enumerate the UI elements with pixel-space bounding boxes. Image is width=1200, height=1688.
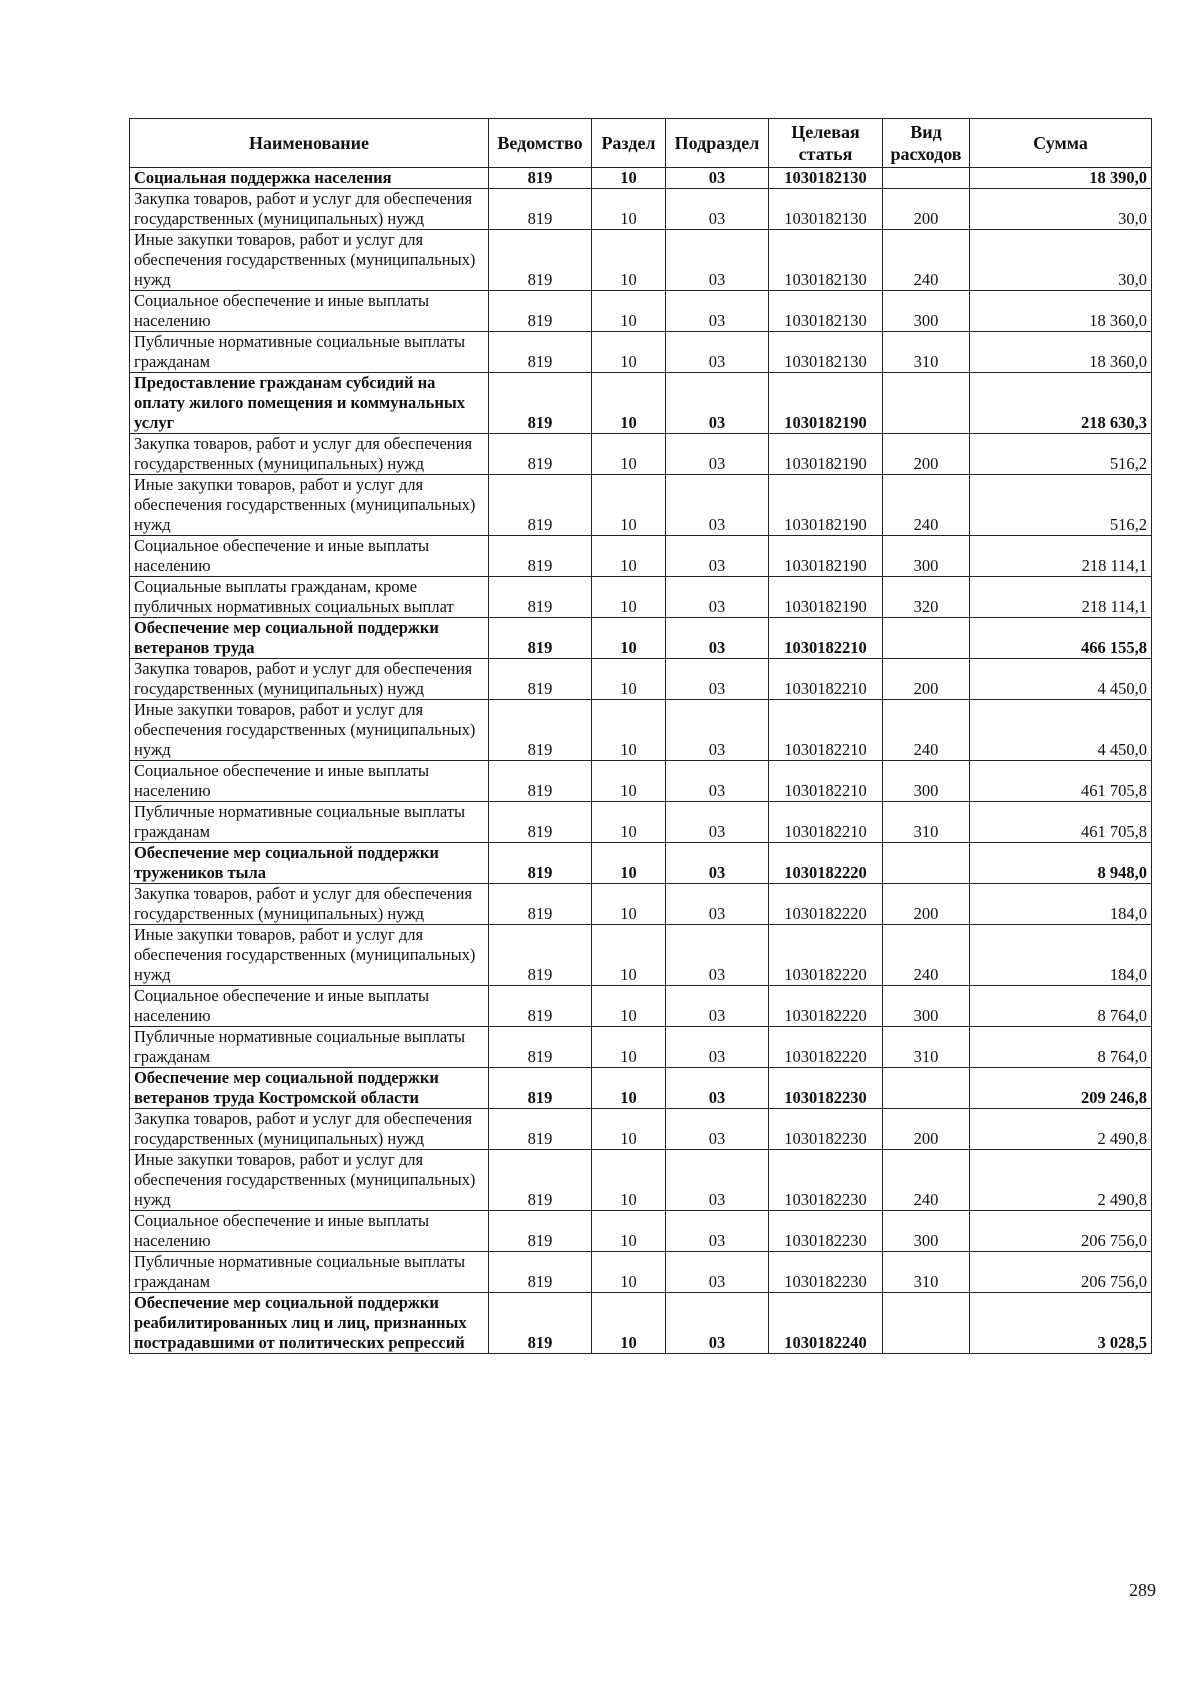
cell-dept: 819 bbox=[489, 1027, 592, 1068]
cell-section: 10 bbox=[592, 986, 666, 1027]
cell-kind: 240 bbox=[883, 475, 970, 536]
cell-name: Иные закупки товаров, работ и услуг для обеспечения государственных (муниципальных) нужд bbox=[130, 475, 489, 536]
cell-section: 10 bbox=[592, 291, 666, 332]
cell-name: Обеспечение мер социальной поддержки ветеранов труда Костромской области bbox=[130, 1068, 489, 1109]
cell-target: 1030182190 bbox=[769, 434, 883, 475]
cell-sum: 18 360,0 bbox=[970, 332, 1152, 373]
cell-name: Публичные нормативные социальные выплаты гражданам bbox=[130, 332, 489, 373]
cell-target: 1030182190 bbox=[769, 536, 883, 577]
table-row bbox=[130, 700, 1152, 761]
cell-sum: 2 490,8 bbox=[970, 1150, 1152, 1211]
cell-kind: 300 bbox=[883, 761, 970, 802]
cell-subsection: 03 bbox=[666, 1293, 769, 1354]
cell-sum: 218 114,1 bbox=[970, 536, 1152, 577]
cell-dept: 819 bbox=[489, 986, 592, 1027]
cell-sum: 8 764,0 bbox=[970, 986, 1152, 1027]
table-body bbox=[130, 168, 1152, 1354]
cell-section: 10 bbox=[592, 1252, 666, 1293]
cell-target: 1030182230 bbox=[769, 1068, 883, 1109]
cell-target: 1030182130 bbox=[769, 291, 883, 332]
table-row bbox=[130, 986, 1152, 1027]
cell-sum: 218 630,3 bbox=[970, 373, 1152, 434]
cell-dept: 819 bbox=[489, 1252, 592, 1293]
cell-sum: 18 390,0 bbox=[970, 168, 1152, 189]
cell-dept: 819 bbox=[489, 802, 592, 843]
table-row bbox=[130, 332, 1152, 373]
cell-dept: 819 bbox=[489, 536, 592, 577]
cell-section: 10 bbox=[592, 434, 666, 475]
cell-dept: 819 bbox=[489, 189, 592, 230]
cell-kind bbox=[883, 1293, 970, 1354]
table-row bbox=[130, 230, 1152, 291]
cell-section: 10 bbox=[592, 700, 666, 761]
cell-kind: 200 bbox=[883, 659, 970, 700]
cell-sum: 184,0 bbox=[970, 925, 1152, 986]
cell-sum: 3 028,5 bbox=[970, 1293, 1152, 1354]
cell-name: Публичные нормативные социальные выплаты гражданам bbox=[130, 1252, 489, 1293]
cell-sum: 4 450,0 bbox=[970, 700, 1152, 761]
budget-table bbox=[129, 118, 1152, 1354]
cell-name: Социальное обеспечение и иные выплаты населению bbox=[130, 761, 489, 802]
cell-subsection: 03 bbox=[666, 230, 769, 291]
cell-target: 1030182130 bbox=[769, 189, 883, 230]
table-row bbox=[130, 1252, 1152, 1293]
cell-name: Социальная поддержка населения bbox=[130, 168, 489, 189]
cell-subsection: 03 bbox=[666, 1027, 769, 1068]
cell-section: 10 bbox=[592, 536, 666, 577]
cell-dept: 819 bbox=[489, 618, 592, 659]
header-dept: Ведомство bbox=[489, 119, 592, 168]
table-row bbox=[130, 884, 1152, 925]
cell-kind bbox=[883, 1068, 970, 1109]
cell-sum: 18 360,0 bbox=[970, 291, 1152, 332]
cell-target: 1030182230 bbox=[769, 1252, 883, 1293]
cell-subsection: 03 bbox=[666, 986, 769, 1027]
cell-subsection: 03 bbox=[666, 1150, 769, 1211]
cell-section: 10 bbox=[592, 1027, 666, 1068]
cell-name: Иные закупки товаров, работ и услуг для обеспечения государственных (муниципальных) нужд bbox=[130, 230, 489, 291]
cell-target: 1030182220 bbox=[769, 884, 883, 925]
cell-name: Социальное обеспечение и иные выплаты населению bbox=[130, 536, 489, 577]
cell-target: 1030182210 bbox=[769, 802, 883, 843]
cell-section: 10 bbox=[592, 189, 666, 230]
cell-subsection: 03 bbox=[666, 1252, 769, 1293]
table-row bbox=[130, 659, 1152, 700]
cell-sum: 8 948,0 bbox=[970, 843, 1152, 884]
cell-subsection: 03 bbox=[666, 659, 769, 700]
table-row bbox=[130, 168, 1152, 189]
cell-dept: 819 bbox=[489, 291, 592, 332]
cell-kind: 300 bbox=[883, 986, 970, 1027]
cell-section: 10 bbox=[592, 802, 666, 843]
table-row bbox=[130, 1027, 1152, 1068]
cell-kind bbox=[883, 843, 970, 884]
cell-name: Обеспечение мер социальной поддержки тружеников тыла bbox=[130, 843, 489, 884]
cell-target: 1030182210 bbox=[769, 700, 883, 761]
header-section: Раздел bbox=[592, 119, 666, 168]
cell-name: Закупка товаров, работ и услуг для обеспечения государственных (муниципальных) нужд bbox=[130, 189, 489, 230]
cell-target: 1030182220 bbox=[769, 1027, 883, 1068]
cell-target: 1030182210 bbox=[769, 761, 883, 802]
cell-subsection: 03 bbox=[666, 475, 769, 536]
cell-dept: 819 bbox=[489, 1150, 592, 1211]
cell-subsection: 03 bbox=[666, 618, 769, 659]
cell-subsection: 03 bbox=[666, 189, 769, 230]
cell-name: Обеспечение мер социальной поддержки реабилитированных лиц и лиц, признанных пострадавшими от политических репрессий bbox=[130, 1293, 489, 1354]
cell-name: Закупка товаров, работ и услуг для обеспечения государственных (муниципальных) нужд bbox=[130, 434, 489, 475]
cell-subsection: 03 bbox=[666, 884, 769, 925]
cell-target: 1030182190 bbox=[769, 577, 883, 618]
cell-name: Социальные выплаты гражданам, кроме публичных нормативных социальных выплат bbox=[130, 577, 489, 618]
cell-name: Иные закупки товаров, работ и услуг для обеспечения государственных (муниципальных) нужд bbox=[130, 925, 489, 986]
cell-subsection: 03 bbox=[666, 332, 769, 373]
table-row bbox=[130, 373, 1152, 434]
table-row bbox=[130, 434, 1152, 475]
cell-section: 10 bbox=[592, 1211, 666, 1252]
cell-subsection: 03 bbox=[666, 373, 769, 434]
cell-subsection: 03 bbox=[666, 536, 769, 577]
cell-subsection: 03 bbox=[666, 802, 769, 843]
cell-target: 1030182230 bbox=[769, 1211, 883, 1252]
cell-target: 1030182220 bbox=[769, 843, 883, 884]
cell-target: 1030182210 bbox=[769, 618, 883, 659]
cell-kind: 300 bbox=[883, 291, 970, 332]
header-sum: Сумма bbox=[970, 119, 1152, 168]
cell-dept: 819 bbox=[489, 1109, 592, 1150]
cell-section: 10 bbox=[592, 1068, 666, 1109]
page-number: 289 bbox=[1129, 1580, 1156, 1600]
cell-sum: 30,0 bbox=[970, 189, 1152, 230]
cell-section: 10 bbox=[592, 1150, 666, 1211]
cell-name: Социальное обеспечение и иные выплаты населению bbox=[130, 1211, 489, 1252]
cell-dept: 819 bbox=[489, 659, 592, 700]
cell-section: 10 bbox=[592, 884, 666, 925]
cell-kind: 240 bbox=[883, 925, 970, 986]
table-row bbox=[130, 761, 1152, 802]
cell-sum: 516,2 bbox=[970, 475, 1152, 536]
cell-dept: 819 bbox=[489, 1293, 592, 1354]
cell-section: 10 bbox=[592, 230, 666, 291]
cell-sum: 2 490,8 bbox=[970, 1109, 1152, 1150]
table-row bbox=[130, 475, 1152, 536]
cell-sum: 8 764,0 bbox=[970, 1027, 1152, 1068]
cell-name: Иные закупки товаров, работ и услуг для обеспечения государственных (муниципальных) нужд bbox=[130, 700, 489, 761]
cell-name: Обеспечение мер социальной поддержки ветеранов труда bbox=[130, 618, 489, 659]
cell-target: 1030182230 bbox=[769, 1150, 883, 1211]
cell-kind: 300 bbox=[883, 1211, 970, 1252]
cell-dept: 819 bbox=[489, 761, 592, 802]
cell-kind bbox=[883, 618, 970, 659]
cell-subsection: 03 bbox=[666, 700, 769, 761]
cell-section: 10 bbox=[592, 1293, 666, 1354]
cell-subsection: 03 bbox=[666, 1211, 769, 1252]
table-row bbox=[130, 291, 1152, 332]
cell-section: 10 bbox=[592, 618, 666, 659]
cell-name: Иные закупки товаров, работ и услуг для обеспечения государственных (муниципальных) нужд bbox=[130, 1150, 489, 1211]
table-row bbox=[130, 1211, 1152, 1252]
cell-sum: 206 756,0 bbox=[970, 1211, 1152, 1252]
cell-sum: 218 114,1 bbox=[970, 577, 1152, 618]
cell-sum: 206 756,0 bbox=[970, 1252, 1152, 1293]
cell-target: 1030182130 bbox=[769, 230, 883, 291]
cell-subsection: 03 bbox=[666, 761, 769, 802]
cell-dept: 819 bbox=[489, 577, 592, 618]
cell-kind: 320 bbox=[883, 577, 970, 618]
cell-section: 10 bbox=[592, 761, 666, 802]
cell-name: Предоставление гражданам субсидий на оплату жилого помещения и коммунальных услуг bbox=[130, 373, 489, 434]
cell-dept: 819 bbox=[489, 230, 592, 291]
cell-kind: 240 bbox=[883, 230, 970, 291]
cell-sum: 4 450,0 bbox=[970, 659, 1152, 700]
cell-dept: 819 bbox=[489, 373, 592, 434]
table-row bbox=[130, 536, 1152, 577]
table-row bbox=[130, 802, 1152, 843]
cell-sum: 461 705,8 bbox=[970, 802, 1152, 843]
table-row bbox=[130, 925, 1152, 986]
cell-kind: 240 bbox=[883, 700, 970, 761]
cell-dept: 819 bbox=[489, 1068, 592, 1109]
cell-kind: 310 bbox=[883, 1027, 970, 1068]
table-row bbox=[130, 577, 1152, 618]
cell-name: Закупка товаров, работ и услуг для обеспечения государственных (муниципальных) нужд bbox=[130, 659, 489, 700]
header-kind: Вид расходов bbox=[883, 119, 970, 168]
cell-kind: 200 bbox=[883, 1109, 970, 1150]
cell-subsection: 03 bbox=[666, 1109, 769, 1150]
cell-name: Публичные нормативные социальные выплаты гражданам bbox=[130, 1027, 489, 1068]
cell-target: 1030182230 bbox=[769, 1109, 883, 1150]
cell-target: 1030182210 bbox=[769, 659, 883, 700]
table-row bbox=[130, 1150, 1152, 1211]
cell-subsection: 03 bbox=[666, 291, 769, 332]
cell-subsection: 03 bbox=[666, 434, 769, 475]
header-subsection: Подраздел bbox=[666, 119, 769, 168]
cell-kind: 200 bbox=[883, 189, 970, 230]
cell-kind: 240 bbox=[883, 1150, 970, 1211]
table-row bbox=[130, 1068, 1152, 1109]
cell-name: Закупка товаров, работ и услуг для обеспечения государственных (муниципальных) нужд bbox=[130, 884, 489, 925]
cell-sum: 209 246,8 bbox=[970, 1068, 1152, 1109]
cell-section: 10 bbox=[592, 475, 666, 536]
table-row bbox=[130, 1293, 1152, 1354]
cell-section: 10 bbox=[592, 659, 666, 700]
cell-subsection: 03 bbox=[666, 843, 769, 884]
cell-kind: 200 bbox=[883, 434, 970, 475]
cell-section: 10 bbox=[592, 1109, 666, 1150]
cell-dept: 819 bbox=[489, 884, 592, 925]
cell-name: Социальное обеспечение и иные выплаты населению bbox=[130, 986, 489, 1027]
table-row bbox=[130, 189, 1152, 230]
table-row bbox=[130, 843, 1152, 884]
table-row bbox=[130, 618, 1152, 659]
cell-sum: 516,2 bbox=[970, 434, 1152, 475]
cell-kind: 310 bbox=[883, 1252, 970, 1293]
header-target: Целевая статья bbox=[769, 119, 883, 168]
cell-section: 10 bbox=[592, 925, 666, 986]
cell-name: Публичные нормативные социальные выплаты гражданам bbox=[130, 802, 489, 843]
cell-name: Социальное обеспечение и иные выплаты населению bbox=[130, 291, 489, 332]
cell-dept: 819 bbox=[489, 332, 592, 373]
cell-target: 1030182190 bbox=[769, 475, 883, 536]
cell-target: 1030182220 bbox=[769, 986, 883, 1027]
cell-sum: 30,0 bbox=[970, 230, 1152, 291]
cell-kind: 200 bbox=[883, 884, 970, 925]
cell-sum: 466 155,8 bbox=[970, 618, 1152, 659]
cell-kind: 310 bbox=[883, 332, 970, 373]
cell-kind: 310 bbox=[883, 802, 970, 843]
cell-subsection: 03 bbox=[666, 925, 769, 986]
cell-dept: 819 bbox=[489, 434, 592, 475]
cell-dept: 819 bbox=[489, 168, 592, 189]
cell-section: 10 bbox=[592, 332, 666, 373]
cell-target: 1030182240 bbox=[769, 1293, 883, 1354]
cell-subsection: 03 bbox=[666, 168, 769, 189]
cell-dept: 819 bbox=[489, 843, 592, 884]
cell-target: 1030182220 bbox=[769, 925, 883, 986]
cell-name: Закупка товаров, работ и услуг для обеспечения государственных (муниципальных) нужд bbox=[130, 1109, 489, 1150]
cell-kind bbox=[883, 373, 970, 434]
cell-subsection: 03 bbox=[666, 1068, 769, 1109]
cell-target: 1030182190 bbox=[769, 373, 883, 434]
cell-section: 10 bbox=[592, 168, 666, 189]
cell-dept: 819 bbox=[489, 1211, 592, 1252]
cell-section: 10 bbox=[592, 373, 666, 434]
cell-section: 10 bbox=[592, 843, 666, 884]
cell-target: 1030182130 bbox=[769, 332, 883, 373]
cell-dept: 819 bbox=[489, 475, 592, 536]
cell-dept: 819 bbox=[489, 700, 592, 761]
header-name: Наименование bbox=[130, 119, 489, 168]
table-header-row bbox=[130, 119, 1152, 168]
cell-target: 1030182130 bbox=[769, 168, 883, 189]
cell-subsection: 03 bbox=[666, 577, 769, 618]
cell-dept: 819 bbox=[489, 925, 592, 986]
cell-sum: 461 705,8 bbox=[970, 761, 1152, 802]
cell-kind bbox=[883, 168, 970, 189]
cell-sum: 184,0 bbox=[970, 884, 1152, 925]
table-row bbox=[130, 1109, 1152, 1150]
cell-kind: 300 bbox=[883, 536, 970, 577]
cell-section: 10 bbox=[592, 577, 666, 618]
